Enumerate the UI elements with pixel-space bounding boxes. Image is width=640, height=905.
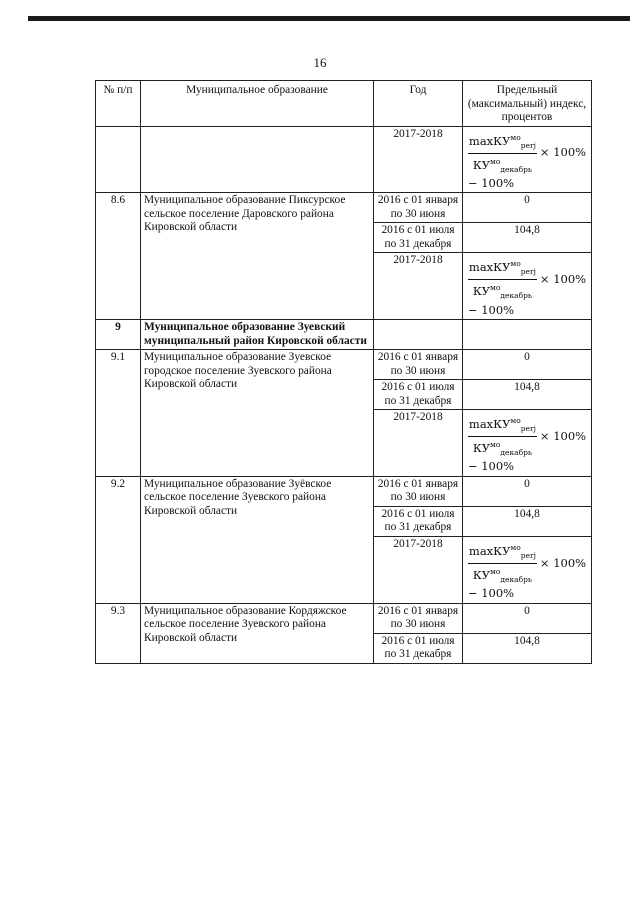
header-num: № п/п bbox=[96, 81, 141, 127]
header-index: Предельный (максимальный) индекс, процентов bbox=[463, 81, 592, 127]
index-table bbox=[95, 80, 592, 664]
cell-index-value: 0 bbox=[463, 603, 592, 633]
cell-index-formula bbox=[463, 410, 592, 477]
formula-multiplier: × 100% bbox=[539, 145, 587, 160]
table-row bbox=[96, 603, 592, 633]
cell-municipality: Муниципальное образование Зуевский муниципальный район Кировской области bbox=[141, 320, 374, 350]
formula-multiplier: × 100% bbox=[539, 272, 587, 287]
cell-index-value: 104,8 bbox=[463, 380, 592, 410]
cell-year: 2017-2018 bbox=[374, 536, 463, 603]
header-year: Год bbox=[374, 81, 463, 127]
table-row bbox=[96, 350, 592, 380]
cell-year: 2016 с 01 января по 30 июня bbox=[374, 476, 463, 506]
formula-minus: − 100% bbox=[467, 175, 515, 190]
cell-year: 2017-2018 bbox=[374, 126, 463, 193]
header-municipality: Муниципальное образование bbox=[141, 81, 374, 127]
cell-municipality: Муниципальное образование Пиксурское сельское поселение Даровского района Кировской области bbox=[141, 193, 374, 320]
formula-denominator: $КУ^{мо}_{декабрь}$ bbox=[472, 156, 533, 174]
cell-num: 8.6 bbox=[96, 193, 141, 320]
formula-minus: − 100% bbox=[467, 302, 515, 317]
formula-numerator: maxКУ$^{мо}_{perj}$ bbox=[468, 414, 537, 437]
table-row bbox=[96, 476, 592, 506]
cell-year: 2016 с 01 января по 30 июня bbox=[374, 603, 463, 633]
cell-index-formula bbox=[463, 536, 592, 603]
formula-multiplier: × 100% bbox=[539, 555, 587, 570]
cell-index-formula bbox=[463, 253, 592, 320]
cell-year: 2017-2018 bbox=[374, 253, 463, 320]
cell-municipality bbox=[141, 126, 374, 193]
index-formula bbox=[468, 131, 586, 191]
cell-num: 9 bbox=[96, 320, 141, 350]
formula-minus: − 100% bbox=[467, 459, 515, 474]
cell-year: 2016 с 01 января по 30 июня bbox=[374, 350, 463, 380]
formula-fraction bbox=[468, 131, 537, 176]
cell-index-value: 0 bbox=[463, 350, 592, 380]
table-row bbox=[96, 320, 592, 350]
top-border-rule bbox=[28, 16, 630, 21]
table-header-row bbox=[96, 81, 592, 127]
formula-multiplier: × 100% bbox=[539, 428, 587, 443]
formula-numerator: maxКУ$^{мо}_{perj}$ bbox=[468, 131, 537, 154]
cell-year: 2016 с 01 июля по 31 декабря bbox=[374, 633, 463, 663]
cell-year: 2016 с 01 июля по 31 декабря bbox=[374, 380, 463, 410]
cell-index-formula bbox=[463, 126, 592, 193]
formula-numerator: maxКУ$^{мо}_{perj}$ bbox=[468, 541, 537, 564]
cell-num: 9.2 bbox=[96, 476, 141, 603]
cell-index-value: 104,8 bbox=[463, 506, 592, 536]
cell-municipality: Муниципальное образование Кордяжское сельское поселение Зуевского района Кировской области bbox=[141, 603, 374, 663]
cell-num bbox=[96, 126, 141, 193]
table-row bbox=[96, 126, 592, 193]
formula-fraction bbox=[468, 541, 537, 586]
index-formula bbox=[468, 541, 586, 601]
cell-index-value: 104,8 bbox=[463, 633, 592, 663]
formula-fraction bbox=[468, 414, 537, 459]
cell-index-value bbox=[463, 320, 592, 350]
formula-denominator: $КУ^{мо}_{декабрь}$ bbox=[472, 440, 533, 458]
cell-municipality: Муниципальное образование Зуёвское сельское поселение Зуевского района Кировской области bbox=[141, 476, 374, 603]
cell-year bbox=[374, 320, 463, 350]
table-row bbox=[96, 193, 592, 223]
formula-minus: − 100% bbox=[467, 586, 515, 600]
formula-denominator: $КУ^{мо}_{декабрь}$ bbox=[472, 283, 533, 301]
cell-index-value: 0 bbox=[463, 193, 592, 223]
cell-index-value: 0 bbox=[463, 476, 592, 506]
formula-denominator: $КУ^{мо}_{декабрь}$ bbox=[472, 566, 533, 584]
formula-numerator: maxКУ$^{мо}_{perj}$ bbox=[468, 257, 537, 280]
cell-municipality: Муниципальное образование Зуевское городское поселение Зуевского района Кировской области bbox=[141, 350, 374, 477]
cell-index-value: 104,8 bbox=[463, 223, 592, 253]
cell-year: 2016 с 01 июля по 31 декабря bbox=[374, 223, 463, 253]
formula-fraction bbox=[468, 257, 537, 302]
cell-year: 2016 с 01 января по 30 июня bbox=[374, 193, 463, 223]
cell-year: 2017-2018 bbox=[374, 410, 463, 477]
cell-num: 9.3 bbox=[96, 603, 141, 663]
cell-year: 2016 с 01 июля по 31 декабря bbox=[374, 506, 463, 536]
index-formula bbox=[468, 414, 586, 474]
page-number: 16 bbox=[313, 55, 327, 70]
index-formula bbox=[468, 257, 586, 317]
cell-num: 9.1 bbox=[96, 350, 141, 477]
